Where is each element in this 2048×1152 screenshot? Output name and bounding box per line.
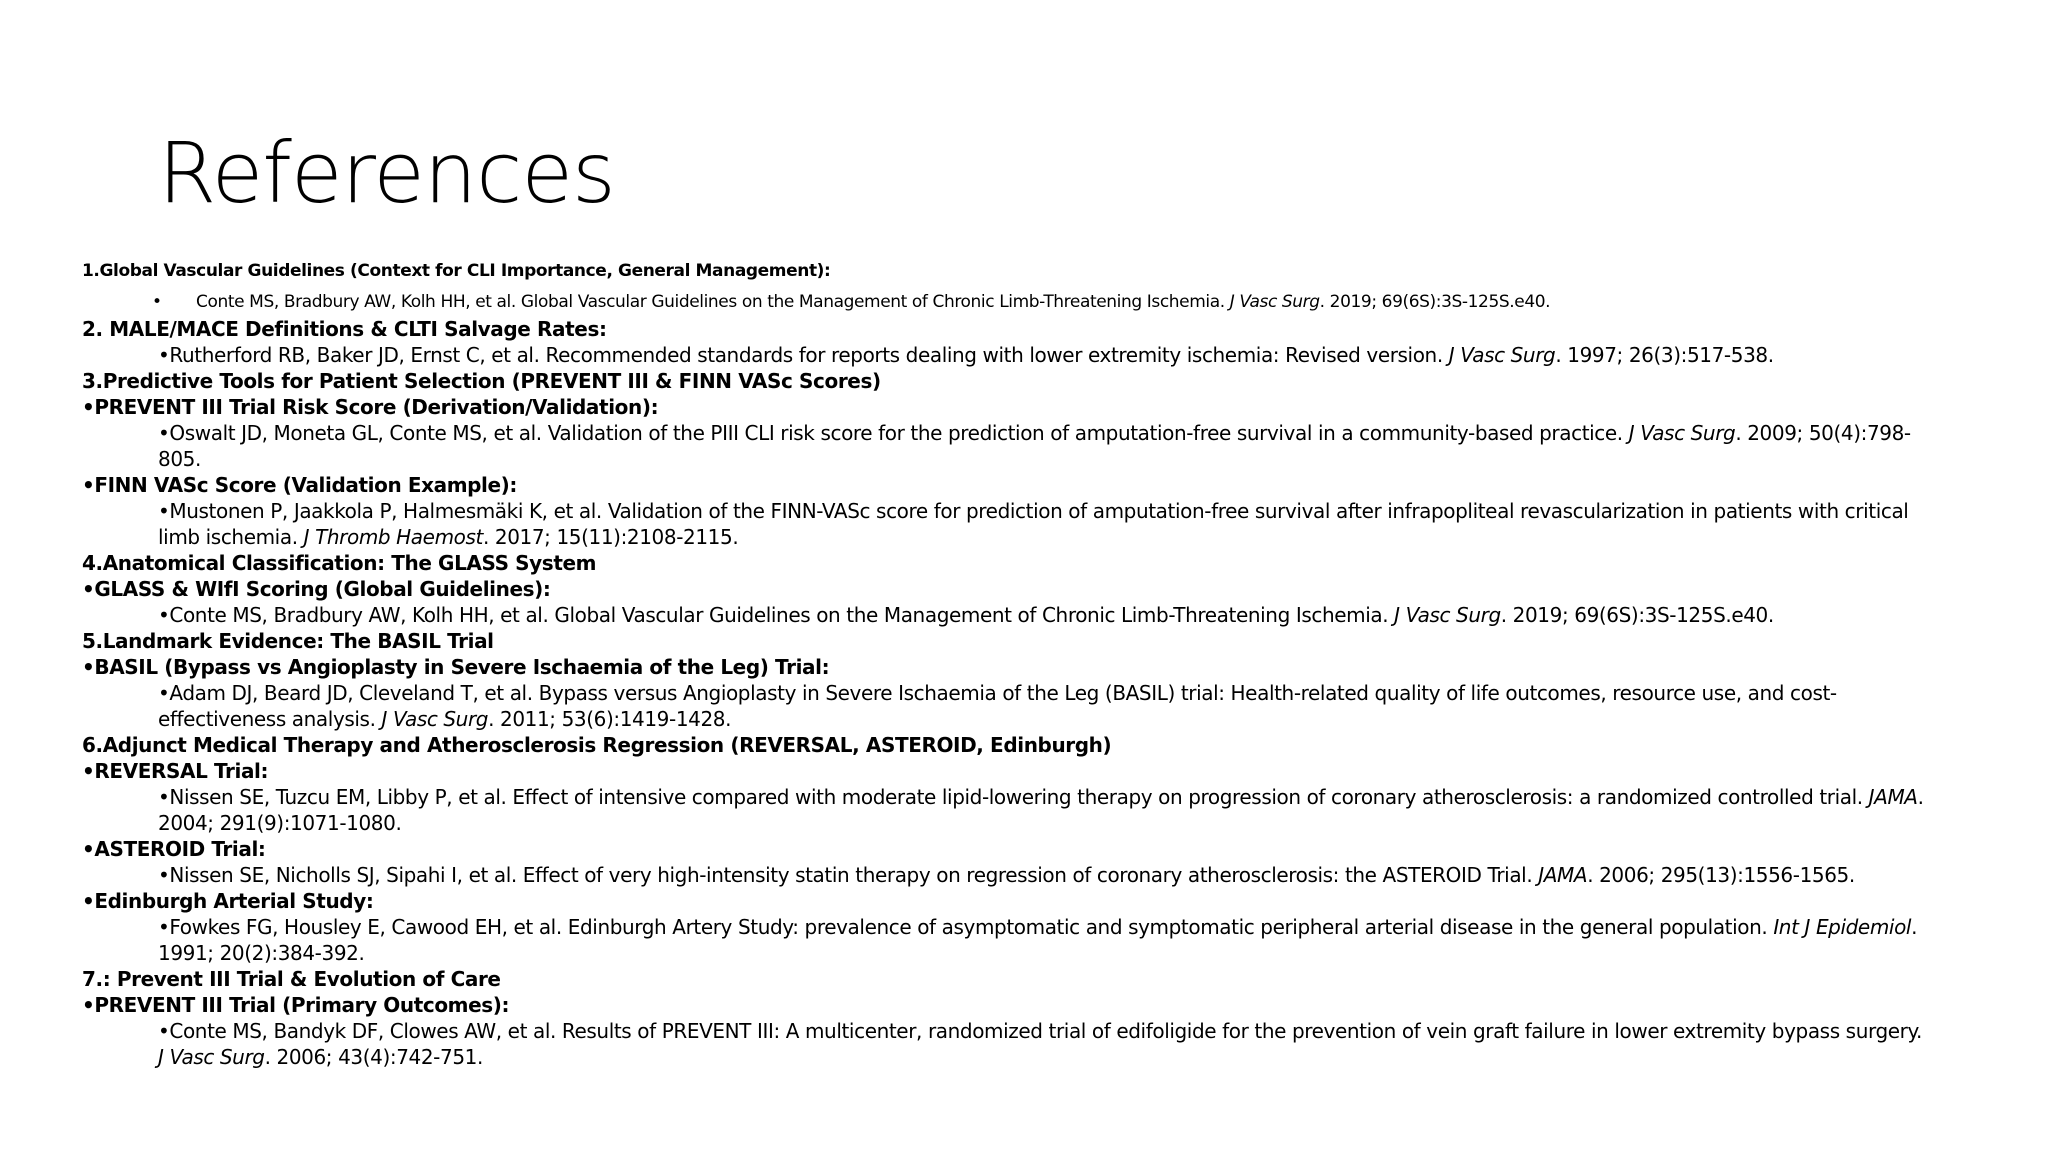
journal-name: J Thromb Haemost bbox=[303, 525, 483, 549]
reference-entry bbox=[82, 914, 1928, 966]
slide-title: References bbox=[158, 124, 615, 222]
reference-entry bbox=[82, 1018, 1928, 1070]
journal-name: J Vasc Surg bbox=[1628, 421, 1736, 445]
journal-name: JAMA bbox=[1868, 785, 1918, 809]
reference-citation: . 2004; 291(9):1071-1080. bbox=[158, 785, 1924, 835]
reference-entry bbox=[82, 420, 1928, 472]
reference-entry bbox=[82, 862, 1928, 888]
reference-citation: . 2017; 15(11):2108-2115. bbox=[482, 525, 739, 549]
reference-citation: . 2009; 50(4):798-805. bbox=[158, 421, 1911, 471]
section-heading: 6.Adjunct Medical Therapy and Atherosclerosis Regression (REVERSAL, ASTEROID, Edinburgh) bbox=[82, 733, 1112, 757]
journal-name: JAMA bbox=[1538, 863, 1588, 887]
reference-entry bbox=[82, 680, 1928, 732]
section-heading: 7.: Prevent III Trial & Evolution of Care bbox=[82, 967, 501, 991]
reference-citation: . 1997; 26(3):517-538. bbox=[1555, 343, 1774, 367]
references-list bbox=[82, 258, 1924, 1070]
section-heading: 2. MALE/MACE Definitions & CLTI Salvage Rates: bbox=[82, 317, 607, 341]
reference-entry bbox=[82, 498, 1928, 550]
reference-text: •Oswalt JD, Moneta GL, Conte MS, et al. Validation of the PIII CLI risk score for the prediction of amputation-free survival in a community-based practice. bbox=[158, 421, 1629, 445]
reference-entry bbox=[82, 288, 1862, 316]
reference-citation: . 2011; 53(6):1419-1428. bbox=[488, 707, 732, 731]
journal-name: J Vasc Surg bbox=[158, 1045, 265, 1069]
reference-text: •Nissen SE, Nicholls SJ, Sipahi I, et al. Effect of very high-intensity statin therapy on regression of coronary atherosclerosis: the ASTEROID Trial. bbox=[158, 863, 1539, 887]
journal-name: J Vasc Surg bbox=[1229, 292, 1320, 312]
journal-name: Int J Epidemiol bbox=[1773, 915, 1912, 939]
section-heading: •FINN VASc Score (Validation Example): bbox=[82, 473, 518, 497]
section-heading: •PREVENT III Trial Risk Score (Derivation/Validation): bbox=[82, 395, 659, 419]
reference-entry bbox=[82, 784, 1928, 836]
section-heading: 1.Global Vascular Guidelines (Context for CLI Importance, General Management): bbox=[82, 261, 831, 281]
reference-text: •Adam DJ, Beard JD, Cleveland T, et al. Bypass versus Angioplasty in Severe Ischaemia of the Leg (BASIL) trial: Health-related quality of life outcomes, resource use, and cost-effectiveness analysis. bbox=[158, 681, 1837, 731]
reference-citation: . 1991; 20(2):384-392. bbox=[158, 915, 1918, 965]
reference-citation: . 2006; 295(13):1556-1565. bbox=[1587, 863, 1855, 887]
reference-text: Conte MS, Bradbury AW, Kolh HH, et al. Global Vascular Guidelines on the Management of Chronic Limb-Threatening Ischemia. bbox=[196, 292, 1230, 312]
section-heading: •Edinburgh Arterial Study: bbox=[82, 889, 374, 913]
section-heading: •REVERSAL Trial: bbox=[82, 759, 269, 783]
reference-text: •Mustonen P, Jaakkola P, Halmesmäki K, et al. Validation of the FINN-VASc score for prediction of amputation-free survival after infrapopliteal revascularization in patients with critical limb ischemia. bbox=[158, 499, 1909, 549]
reference-entry bbox=[82, 342, 1928, 368]
section-heading: 4.Anatomical Classification: The GLASS System bbox=[82, 551, 597, 575]
reference-citation: . 2019; 69(6S):3S-125S.e40. bbox=[1319, 292, 1551, 312]
journal-name: J Vasc Surg bbox=[1394, 603, 1501, 627]
section-heading: •GLASS & WIfI Scoring (Global Guidelines): bbox=[82, 577, 551, 601]
reference-text: •Conte MS, Bradbury AW, Kolh HH, et al. Global Vascular Guidelines on the Management of Chronic Limb-Threatening Ischemia. bbox=[158, 603, 1395, 627]
reference-text: •Conte MS, Bandyk DF, Clowes AW, et al. Results of PREVENT III: A multicenter, randomized trial of edifoligide for the prevention of vein graft failure in lower extremity bypass surgery. bbox=[158, 1019, 1923, 1043]
section-heading: •PREVENT III Trial (Primary Outcomes): bbox=[82, 993, 510, 1017]
section-heading: 3.Predictive Tools for Patient Selection (PREVENT III & FINN VASc Scores) bbox=[82, 369, 881, 393]
reference-entry bbox=[82, 602, 1928, 628]
reference-text: •Rutherford RB, Baker JD, Ernst C, et al. Recommended standards for reports dealing with lower extremity ischemia: Revised version. bbox=[158, 343, 1449, 367]
reference-text: •Nissen SE, Tuzcu EM, Libby P, et al. Effect of intensive compared with moderate lipid-lowering therapy on progression of coronary atherosclerosis: a randomized controlled trial. bbox=[158, 785, 1869, 809]
reference-citation: . 2019; 69(6S):3S-125S.e40. bbox=[1500, 603, 1774, 627]
bullet-marker: • bbox=[152, 292, 162, 312]
reference-citation: . 2006; 43(4):742-751. bbox=[264, 1045, 483, 1069]
section-heading: 5.Landmark Evidence: The BASIL Trial bbox=[82, 629, 494, 653]
journal-name: J Vasc Surg bbox=[1448, 343, 1556, 367]
section-heading: •BASIL (Bypass vs Angioplasty in Severe Ischaemia of the Leg) Trial: bbox=[82, 655, 830, 679]
journal-name: J Vasc Surg bbox=[381, 707, 489, 731]
section-heading: •ASTEROID Trial: bbox=[82, 837, 266, 861]
reference-text: •Fowkes FG, Housley E, Cawood EH, et al. Edinburgh Artery Study: prevalence of asymptomatic and symptomatic peripheral arterial disease in the general population. bbox=[158, 915, 1774, 939]
